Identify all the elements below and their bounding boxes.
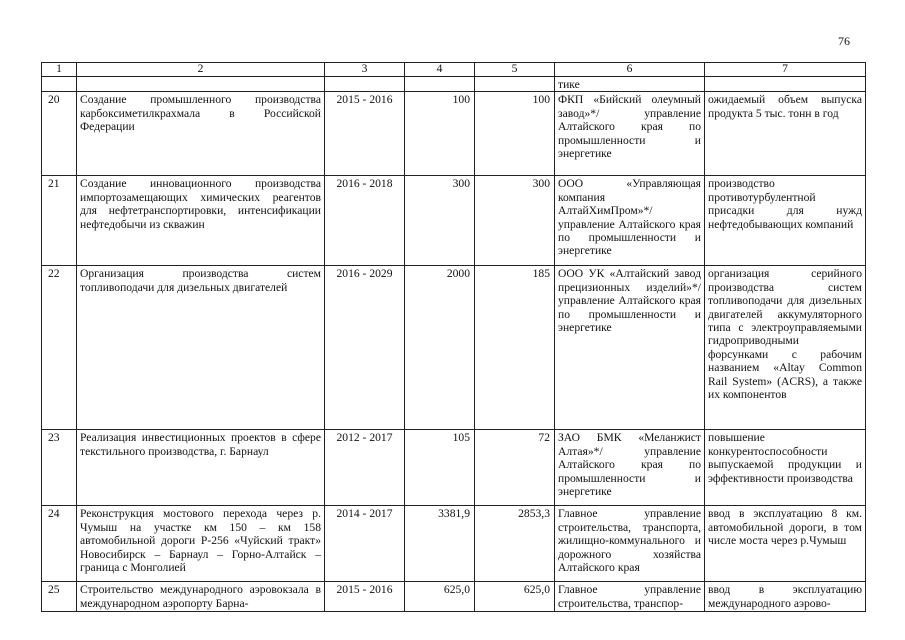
cell-period: 2012 - 2017 <box>325 430 405 506</box>
cell-result: ожидаемый объем выпуска продукта 5 тыс. тонн в год <box>705 92 866 176</box>
cell-number: 25 <box>42 582 77 612</box>
cell-project-name: Организация производства систем топливоподачи для дизельных двигателей <box>77 266 325 430</box>
cell-result: организация серийного производства систем топливоподачи для дизельных двигателей аккумуляторного типа с электроуправляемыми гидроприводными форсунками с рабочим названием «Altay Common Rail System» (ACRS), а также их компонентов <box>705 266 866 430</box>
cell-executor: Главное управление строительства, транспор- <box>555 582 705 612</box>
header-col-4: 4 <box>405 63 475 77</box>
cell-total: 100 <box>405 92 475 176</box>
table-row <box>42 506 866 582</box>
cell-period: 2016 - 2029 <box>325 266 405 430</box>
cell-total: 2000 <box>405 266 475 430</box>
cell-number: 20 <box>42 92 77 176</box>
continuation-row <box>42 77 866 92</box>
cell-period: 2015 - 2016 <box>325 582 405 612</box>
cell-result: повышение конкурентоспособности выпускаемой продукции и эффективности производства <box>705 430 866 506</box>
cell-executor: ООО «Управляющая компания АлтайХимПром»*/ управление Алтайского края по промышленности и энергетике <box>555 176 705 266</box>
cell-executor-continued: тике <box>555 77 705 92</box>
cell-executor: ООО УК «Алтайский завод прецизионных изделий»*/ управление Алтайского края по промышленности и энергетике <box>555 266 705 430</box>
header-col-6: 6 <box>555 63 705 77</box>
cell-funding: 300 <box>475 176 555 266</box>
cell-empty <box>405 77 475 92</box>
cell-funding: 2853,3 <box>475 506 555 582</box>
cell-number: 22 <box>42 266 77 430</box>
cell-empty <box>325 77 405 92</box>
cell-total: 3381,9 <box>405 506 475 582</box>
cell-project-name: Строительство международного аэровокзала в международном аэропорту Барна- <box>77 582 325 612</box>
cell-total: 105 <box>405 430 475 506</box>
cell-executor: ФКП «Бийский олеумный завод»*/ управление Алтайского края по промышленности и энергетике <box>555 92 705 176</box>
cell-period: 2014 - 2017 <box>325 506 405 582</box>
program-table <box>41 62 866 612</box>
header-col-7: 7 <box>705 63 866 77</box>
table-row <box>42 582 866 612</box>
table-row <box>42 176 866 266</box>
page-number: 76 <box>838 34 850 48</box>
cell-total: 625,0 <box>405 582 475 612</box>
cell-project-name: Реконструкция мостового перехода через р. Чумыш на участке км 150 – км 158 автомобильной дороги Р-256 «Чуйский тракт» Новосибирск – Барнаул – Горно-Алтайск – граница с Монголией <box>77 506 325 582</box>
cell-number: 23 <box>42 430 77 506</box>
cell-number: 21 <box>42 176 77 266</box>
cell-empty <box>475 77 555 92</box>
cell-empty <box>77 77 325 92</box>
cell-funding: 100 <box>475 92 555 176</box>
cell-total: 300 <box>405 176 475 266</box>
cell-executor: ЗАО БМК «Меланжист Алтая»*/ управление Алтайского края по промышленности и энергетике <box>555 430 705 506</box>
cell-project-name: Создание инновационного производства импортозамещающих химических реагентов для нефтетранспортировки, интенсификации нефтедобычи из скважин <box>77 176 325 266</box>
cell-result: ввод в эксплуатацию 8 км. автомобильной дороги, в том числе моста через р.Чумыш <box>705 506 866 582</box>
header-col-2: 2 <box>77 63 325 77</box>
cell-empty <box>42 77 77 92</box>
header-row <box>42 63 866 77</box>
cell-project-name: Реализация инвестиционных проектов в сфере текстильного производства, г. Барнаул <box>77 430 325 506</box>
cell-executor: Главное управление строительства, транспорта, жилищно-коммунального и дорожного хозяйства Алтайского края <box>555 506 705 582</box>
header-col-5: 5 <box>475 63 555 77</box>
header-col-1: 1 <box>42 63 77 77</box>
cell-period: 2015 - 2016 <box>325 92 405 176</box>
cell-funding: 185 <box>475 266 555 430</box>
table-row <box>42 266 866 430</box>
cell-result: ввод в эксплуатацию международного аэрово- <box>705 582 866 612</box>
cell-result: производство противотурбулентной присадки для нужд нефтедобывающих компаний <box>705 176 866 266</box>
cell-project-name: Создание промышленного производства карбоксиметилкрахмала в Российской Федерации <box>77 92 325 176</box>
cell-funding: 72 <box>475 430 555 506</box>
cell-empty <box>705 77 866 92</box>
header-col-3: 3 <box>325 63 405 77</box>
table-row <box>42 430 866 506</box>
table-row <box>42 92 866 176</box>
cell-number: 24 <box>42 506 77 582</box>
cell-funding: 625,0 <box>475 582 555 612</box>
cell-period: 2016 - 2018 <box>325 176 405 266</box>
